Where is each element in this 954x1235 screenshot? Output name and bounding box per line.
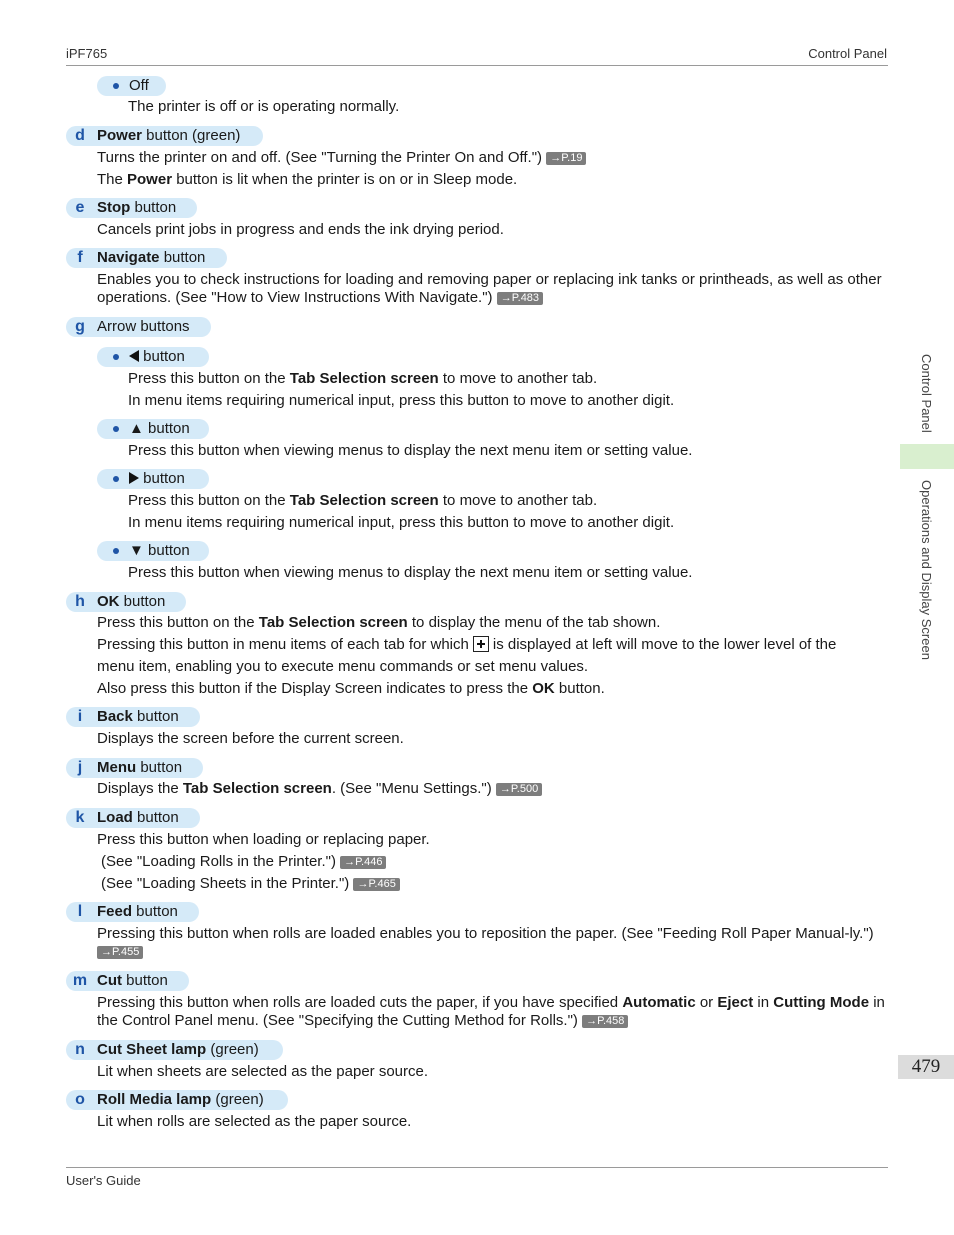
bullet-icon [113, 354, 119, 360]
footer-guide-name: User's Guide [66, 1173, 141, 1188]
load-desc-1: Press this button when loading or replacing paper. [97, 831, 430, 848]
left-desc-2: In menu items requiring numerical input, press this button to move to another digit. [128, 392, 675, 409]
bullet-icon [113, 476, 119, 482]
off-description: The printer is off or is operating normally. [128, 98, 400, 115]
section-j-menu-button: j Menu button [66, 758, 203, 778]
ok-desc-3: menu item, enabling you to execute menu commands or set menu values. [97, 658, 589, 675]
section-o-roll-media-lamp: o Roll Media lamp (green) [66, 1090, 288, 1110]
ok-desc-2: Pressing this button in menu items of each tab for which is displayed at left will move to the lower level of the [97, 636, 837, 653]
footer-rule [66, 1167, 888, 1168]
down-desc: Press this button when viewing menus to display the next menu item or setting value. [128, 564, 693, 581]
left-desc-1: Press this button on the Tab Selection screen to move to another tab. [128, 370, 598, 387]
feed-desc: Pressing this button when rolls are loaded enables you to reposition the paper. (See "Feeding Roll Paper Manual-ly.") →P.455 [97, 925, 874, 958]
section-l-feed-button: l Feed button [66, 902, 199, 922]
right-arrow-icon [129, 472, 139, 484]
power-desc-1: Turns the printer on and off. (See "Turning the Printer On and Off.") →P.19 [97, 149, 586, 167]
subitem-off: Off [97, 76, 166, 96]
section-n-cut-sheet-lamp: n Cut Sheet lamp (green) [66, 1040, 283, 1060]
page-ref-link[interactable]: →P.446 [340, 856, 386, 869]
bullet-icon [113, 426, 119, 432]
cut-sheet-desc: Lit when sheets are selected as the paper source. [97, 1063, 429, 1080]
navigate-desc: Enables you to check instructions for loading and removing paper or replacing ink tanks or printheads, as well as other operations. (See "How to View Instructions With Navigate.") →P.483 [97, 271, 882, 306]
section-m-cut-button: m Cut button [66, 971, 189, 991]
right-desc-2: In menu items requiring numerical input, press this button to move to another digit. [128, 514, 675, 531]
ok-desc-1: Press this button on the Tab Selection screen to display the menu of the tab shown. [97, 614, 661, 631]
page-ref-link[interactable]: →P.465 [353, 878, 399, 891]
section-e-stop-button: e Stop button [66, 198, 197, 218]
side-tab-operations[interactable]: Operations and Display Screen [919, 480, 934, 660]
up-desc: Press this button when viewing menus to display the next menu item or setting value. [128, 442, 693, 459]
load-desc-3: (See "Loading Sheets in the Printer.") →P.465 [101, 875, 400, 893]
load-desc-2: (See "Loading Rolls in the Printer.") →P.446 [101, 853, 386, 871]
subitem-down-button: ▼ button [97, 541, 209, 561]
back-desc: Displays the screen before the current screen. [97, 730, 404, 747]
plus-box-icon [473, 636, 489, 652]
section-i-back-button: i Back button [66, 707, 200, 727]
menu-desc: Displays the Tab Selection screen. (See "Menu Settings.") →P.500 [97, 780, 542, 798]
page-ref-link[interactable]: →P.19 [546, 152, 586, 165]
section-d-power-button: d Power button (green) [66, 126, 263, 146]
roll-media-desc: Lit when rolls are selected as the paper source. [97, 1113, 412, 1130]
page-number: 479 [898, 1055, 954, 1079]
subitem-left-button: button [97, 347, 209, 367]
side-tab-highlight [900, 444, 954, 469]
subitem-up-button: ▲ button [97, 419, 209, 439]
ok-desc-4: Also press this button if the Display Screen indicates to press the OK button. [97, 680, 605, 697]
section-k-load-button: k Load button [66, 808, 200, 828]
stop-desc: Cancels print jobs in progress and ends the ink drying period. [97, 221, 504, 238]
side-tab-control-panel[interactable]: Control Panel [919, 354, 934, 433]
subitem-right-button: button [97, 469, 209, 489]
cut-desc: Pressing this button when rolls are loaded cuts the paper, if you have specified Automatic or Eject in Cutting Mode in the Control Panel menu. (See "Specifying the Cutting Method for Rolls.") →P.458 [97, 994, 885, 1029]
bullet-icon [113, 548, 119, 554]
left-arrow-icon [129, 350, 139, 362]
section-h-ok-button: h OK button [66, 592, 186, 612]
header-rule [66, 65, 888, 66]
power-desc-2: The Power button is lit when the printer is on or in Sleep mode. [97, 171, 518, 188]
section-f-navigate-button: f Navigate button [66, 248, 227, 268]
page-ref-link[interactable]: →P.458 [582, 1015, 628, 1028]
bullet-icon [113, 83, 119, 89]
header-chapter: Control Panel [808, 46, 887, 61]
section-g-arrow-buttons: g Arrow buttons [66, 317, 211, 337]
page-ref-link[interactable]: →P.483 [497, 292, 543, 305]
right-desc-1: Press this button on the Tab Selection screen to move to another tab. [128, 492, 598, 509]
header-product: iPF765 [66, 46, 108, 61]
page-ref-link[interactable]: →P.500 [496, 783, 542, 796]
page-ref-link[interactable]: →P.455 [97, 946, 143, 959]
